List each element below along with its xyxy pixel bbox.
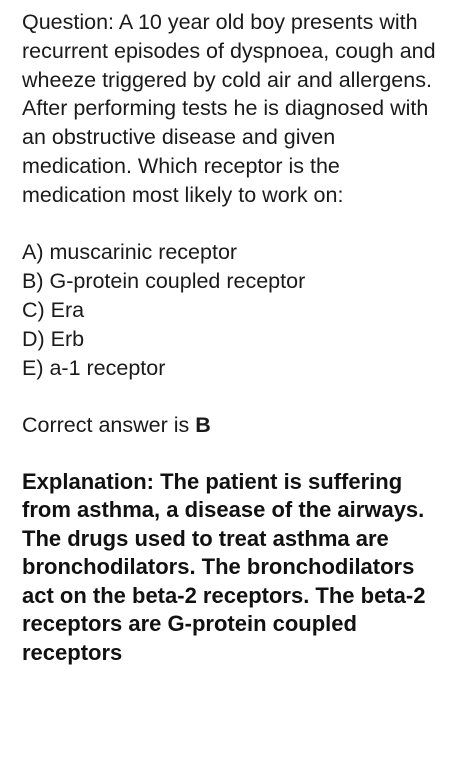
option-c: C) Era — [22, 297, 85, 322]
correct-answer-line — [22, 411, 447, 440]
question-text: Question: A 10 year old boy presents with recurrent episodes of dyspnoea, cough and wheeze triggered by cold air and allergens. After performing tests he is diagnosed with an obstructive disease and given medication. Which receptor is the medication most likely to work on: — [22, 10, 436, 207]
correct-answer-letter: B — [195, 413, 211, 438]
document-page — [22, 8, 447, 667]
option-b: B) G-protein coupled receptor — [22, 269, 306, 294]
explanation-text: Explanation: The patient is suffering from asthma, a disease of the airways. The drugs used to treat asthma are bronchodilators. The bronchodilators act on the beta-2 receptors. The beta-2 receptors are G-protein coupled receptors — [22, 468, 426, 665]
answer-options-list — [22, 238, 447, 382]
option-e: E) a-1 receptor — [22, 355, 166, 380]
correct-answer-prefix: Correct answer is — [22, 413, 196, 438]
option-a: A) muscarinic receptor — [22, 240, 238, 265]
option-d: D) Erb — [22, 326, 85, 351]
